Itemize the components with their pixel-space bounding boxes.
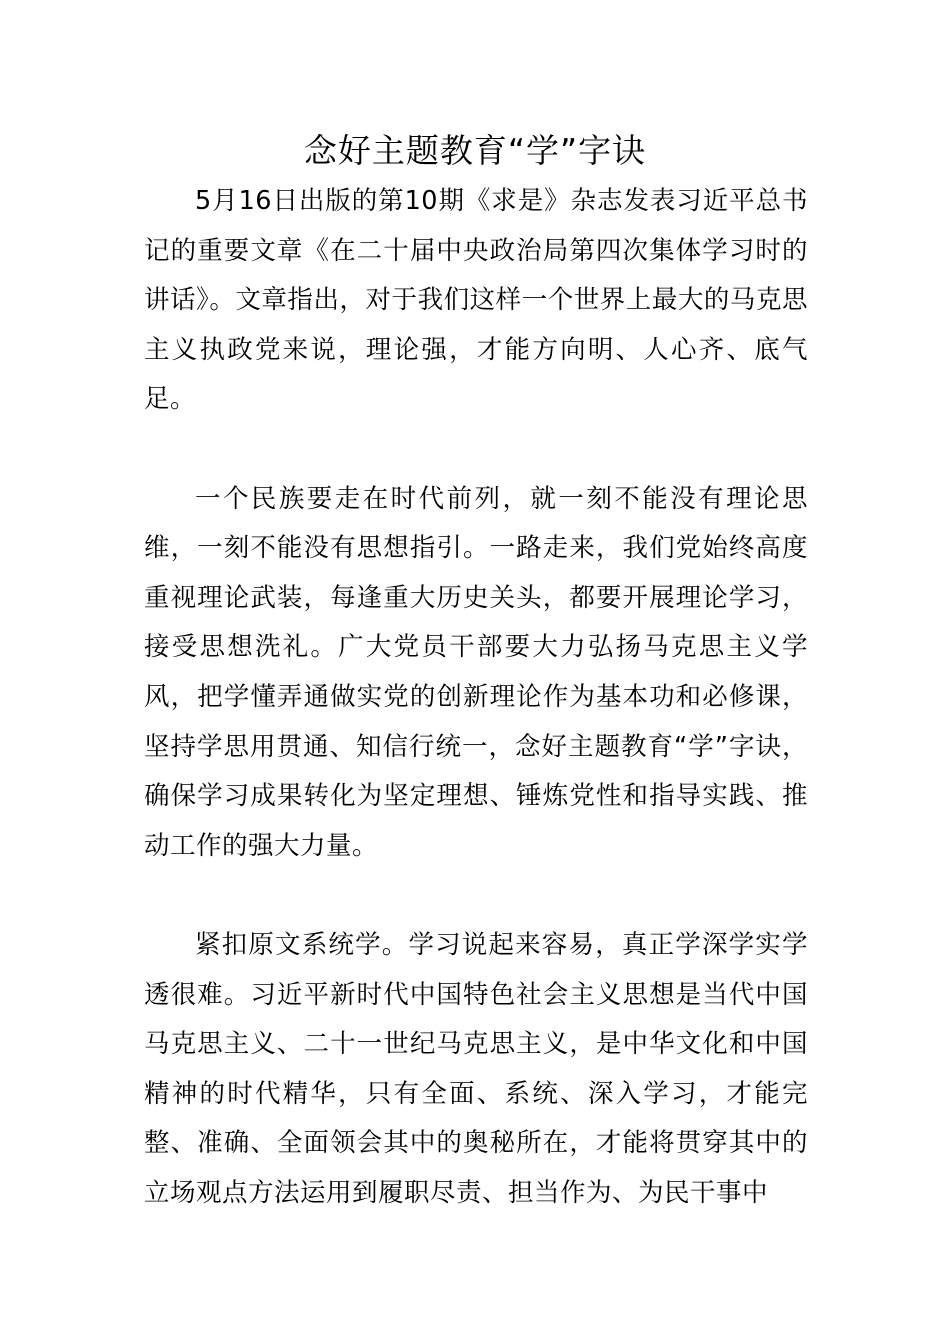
document-body xyxy=(144,177,808,1218)
paragraph-2: 一个民族要走在时代前列，就一刻不能没有理论思维，一刻不能没有思想指引。一路走来，我们党始终高度重视理论武装，每逢重大历史关头，都要开展理论学习，接受思想洗礼。广大党员干部要大力弘扬马克思主义学风，把学懂弄通做实党的创新理论作为基本功和必修课，坚持学思用贯通、知信行统一，念好主题教育“学”字诀，确保学习成果转化为坚定理想、锤炼党性和指导实践、推动工作的强大力量。 xyxy=(144,483,808,861)
document-title: 念好主题教育“学”字诀 xyxy=(303,131,647,170)
paragraph-3: 紧扣原文系统学。学习说起来容易，真正学深学实学透很难。习近平新时代中国特色社会主义思想是当代中国马克思主义、二十一世纪马克思主义，是中华文化和中国精神的时代精华，只有全面、系统、深入学习，才能完整、准确、全面领会其中的奥秘所在，才能将贯穿其中的立场观点方法运用到履职尽责、担当作为、为民干事中 xyxy=(144,929,808,1208)
paragraph-1: 5月16日出版的第10期《求是》杂志发表习近平总书记的重要文章《在二十届中央政治局第四次集体学习时的讲话》。文章指出，对于我们这样一个世界上最大的马克思主义执政党来说，理论强，才能方向明、人心齐、底气足。 xyxy=(144,186,808,415)
